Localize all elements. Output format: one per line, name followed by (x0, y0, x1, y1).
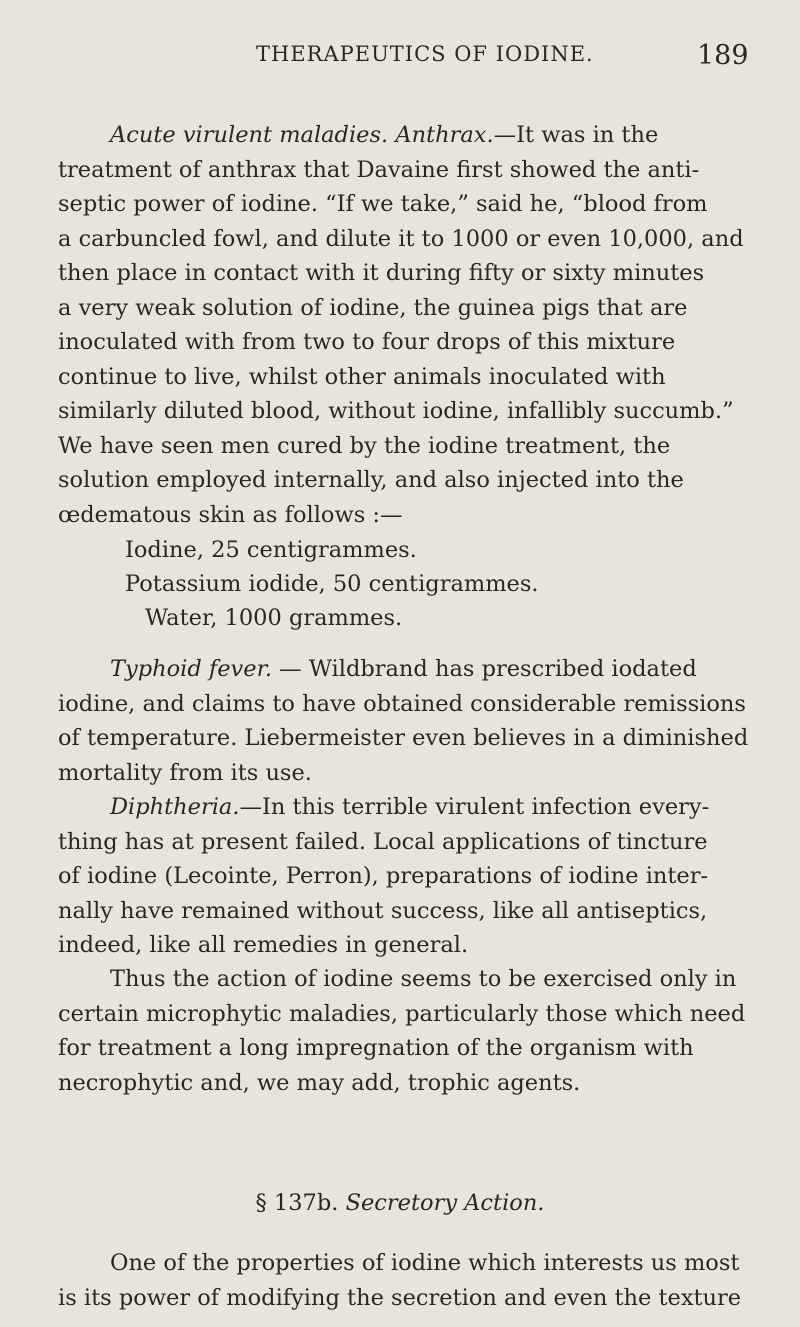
formula-line: Water, 1000 grammes. (145, 605, 403, 631)
paragraph-typhoid (58, 652, 749, 790)
text-line: similarly diluted blood, without iodine, infallibly succumb.” (58, 398, 734, 424)
italic-heading: Diphtheria. (110, 794, 240, 820)
text-line: One of the properties of iodine which interests us most (110, 1250, 740, 1276)
section-title: Secretory Action. (345, 1190, 545, 1216)
text-line: treatment of anthrax that Davaine first showed the anti- (58, 156, 700, 183)
text-line: nally have remained without success, like all antiseptics, (58, 897, 708, 924)
text-line: is its power of modifying the secretion and even the texture (58, 1284, 742, 1311)
text-line: thing has at present failed. Local applications of tincture (58, 828, 708, 855)
text-line: certain microphytic maladies, particularly those which need (58, 1000, 746, 1027)
text-line: iodine, and claims to have obtained considerable remissions (58, 690, 746, 717)
text-line: of temperature. Liebermeister even believes in a diminished (58, 725, 749, 751)
text-line: then place in contact with it during fifty or sixty minutes (58, 260, 705, 286)
formula-line: Iodine, 25 centigrammes. (125, 537, 417, 563)
running-head: THERAPEUTICS OF IODINE. (256, 42, 594, 66)
paragraph-conclusion (58, 962, 746, 1100)
text-line: œdematous skin as follows :— (58, 501, 403, 528)
text-line: of iodine (Lecointe, Perron), preparations of iodine inter- (58, 863, 709, 889)
text-line: for treatment a long impregnation of the organism with (58, 1035, 694, 1061)
page-header (0, 40, 800, 80)
text-line: continue to live, whilst other animals inoculated with (58, 363, 666, 390)
text-line: a very weak solution of iodine, the guinea pigs that are (58, 294, 688, 321)
formula-line: Potassium iodide, 50 centigrammes. (125, 571, 539, 597)
text-line: septic power of iodine. “If we take,” said he, “blood from (58, 191, 708, 217)
text-line: mortality from its use. (58, 759, 312, 786)
text-line: solution employed internally, and also injected into the (58, 467, 684, 493)
italic-heading: Acute virulent maladies. Anthrax. (110, 122, 494, 148)
section-heading (0, 1190, 800, 1216)
italic-heading: Typhoid fever. (110, 656, 273, 682)
text-line: We have seen men cured by the iodine treatment, the (58, 432, 671, 459)
text-line: necrophytic and, we may add, trophic agents. (58, 1069, 581, 1096)
paragraph-diphtheria (58, 790, 718, 963)
paragraph-anthrax (58, 118, 744, 532)
paragraph-secretory (58, 1246, 742, 1315)
text-line: Acute virulent maladies. Anthrax.—It was in the (110, 122, 659, 148)
text-line: inoculated with from two to four drops of this mixture (58, 329, 676, 355)
section-number: § 137b. (255, 1190, 339, 1216)
text-line: Diphtheria.—In this terrible virulent infection every- (110, 794, 710, 820)
page-number: 189 (697, 40, 749, 71)
text-line: Thus the action of iodine seems to be exercised only in (110, 966, 737, 992)
formula-block (125, 533, 685, 635)
text-line: Typhoid fever. — Wildbrand has prescribed iodated (110, 656, 697, 682)
text-line: a carbuncled fowl, and dilute it to 1000 or even 10,000, and (58, 225, 744, 252)
text-line: indeed, like all remedies in general. (58, 932, 469, 958)
